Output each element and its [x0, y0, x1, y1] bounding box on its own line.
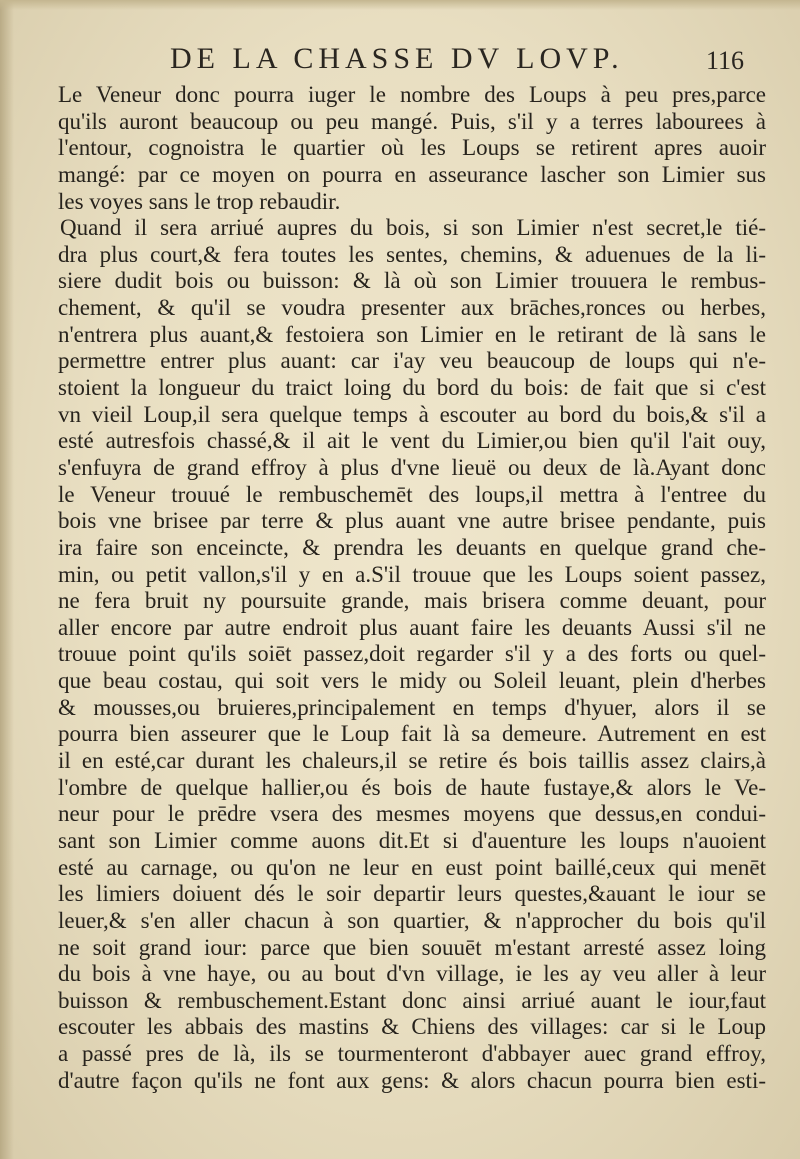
text-line: min, ou petit vallon,s'il y en a.S'il trouue que les Loups soient passez,: [58, 561, 766, 587]
text-line: permettre entrer plus auant: car i'ay veu beaucoup de loups qui n'e-: [58, 348, 766, 374]
text-line: qu'ils auront beaucoup ou peu mangé. Puis, s'il y a terres labourees à: [58, 108, 766, 134]
page-edge-shadow: [0, 0, 14, 1159]
text-line: ne fera bruit ny poursuite grande, mais brisera comme deuant, pour: [58, 588, 766, 614]
text-line: pourra bien asseurer que le Loup fait là sa demeure. Autrement en est: [58, 721, 766, 747]
text-line: il en esté,car durant les chaleurs,il se retire és bois taillis assez clairs,à: [58, 748, 766, 774]
text-line: l'entour, cognoistra le quartier où les Loups se retirent apres auoir: [58, 135, 766, 161]
text-line: Le Veneur donc pourra iuger le nombre des Loups à peu pres,parce: [58, 82, 766, 107]
text-line: l'ombre de quelque hallier,ou és bois de haute fustaye,& alors le Ve-: [58, 774, 766, 800]
text-line: buisson & rembuschement.Estant donc ainsi arriué auant le iour,faut: [58, 987, 766, 1013]
text-line: Quand il sera arriué aupres du bois, si son Limier n'est secret,le tié-: [60, 215, 766, 241]
text-line: s'enfuyra de grand effroy à plus d'vne lieuë ou deux de là.Ayant donc: [58, 454, 766, 480]
text-line: d'autre façon qu'ils ne font aux gens: & alors chacun pourra bien esti-: [58, 1067, 766, 1093]
text-line: les voyes sans le trop rebaudir.: [58, 188, 341, 214]
text-line: dra plus court,& fera toutes les sentes, chemins, & aduenues de la li-: [58, 241, 766, 267]
text-line: a passé pres de là, ils se tourmenteront d'abbayer auec grand effroy,: [58, 1041, 766, 1067]
text-line: ne soit grand iour: parce que bien souuēt m'estant arresté assez loing: [58, 934, 766, 960]
running-title: DE LA CHASSE DV LOVP.: [170, 42, 624, 75]
page-top-shadow: [0, 0, 800, 10]
text-line: trouue point qu'ils soiēt passez,doit regarder s'il y a des forts ou quel-: [58, 641, 766, 667]
text-line: sant son Limier comme auons dit.Et si d'auenture les loups n'auoient: [58, 827, 766, 853]
text-line: bois vne brisee par terre & plus auant vne autre brisee pendante, puis: [58, 508, 766, 534]
text-line: que beau costau, qui soit vers le midy ou Soleil leuant, plein d'herbes: [58, 668, 766, 694]
body-text: [58, 82, 766, 1094]
text-line: mangé: par ce moyen on pourra en asseurance lascher son Limier sus: [58, 161, 766, 187]
page-number: 116: [706, 46, 745, 75]
running-head: [0, 42, 800, 78]
text-line: les limiers doiuent dés le soir departir leurs questes,&auant le iour se: [58, 881, 766, 907]
text-line: neur pour le prēdre vsera des mesmes moyens que dessus,en condui-: [58, 801, 766, 827]
text-line: n'entrera plus auant,& festoiera son Limier en le retirant de là sans le: [58, 321, 766, 347]
text-line: le Veneur trouué le rembuschemēt des loups,il mettra à l'entree du: [58, 481, 766, 507]
text-line: aller encore par autre endroit plus auant faire les deuants Aussi s'il ne: [58, 614, 766, 640]
text-line: vn vieil Loup,il sera quelque temps à escouter au bord du bois,& s'il a: [58, 401, 766, 427]
text-line: esté au carnage, ou qu'on ne leur en eust point baillé,ceux qui menēt: [58, 854, 766, 880]
text-line: stoient la longueur du traict loing du bord du bois: de fait que si c'est: [58, 375, 766, 401]
text-line: ira faire son enceincte, & prendra les deuants en quelque grand che-: [58, 534, 766, 560]
text-line: du bois à vne haye, ou au bout d'vn village, ie les ay veu aller à leur: [58, 961, 766, 987]
text-line: siere dudit bois ou buisson: & là où son Limier trouuera le rembus-: [58, 268, 766, 294]
text-line: chement, & qu'il se voudra presenter aux brāches,ronces ou herbes,: [58, 295, 766, 321]
text-line: leuer,& s'en aller chacun à son quartier, & n'approcher du bois qu'il: [58, 907, 766, 933]
text-line: esté autresfois chassé,& il ait le vent du Limier,ou bien qu'il l'ait ouy,: [58, 428, 766, 454]
text-line: escouter les abbais des mastins & Chiens des villages: car si le Loup: [58, 1014, 766, 1040]
text-line: & mousses,ou bruieres,principalement en temps d'hyuer, alors il se: [58, 694, 766, 720]
